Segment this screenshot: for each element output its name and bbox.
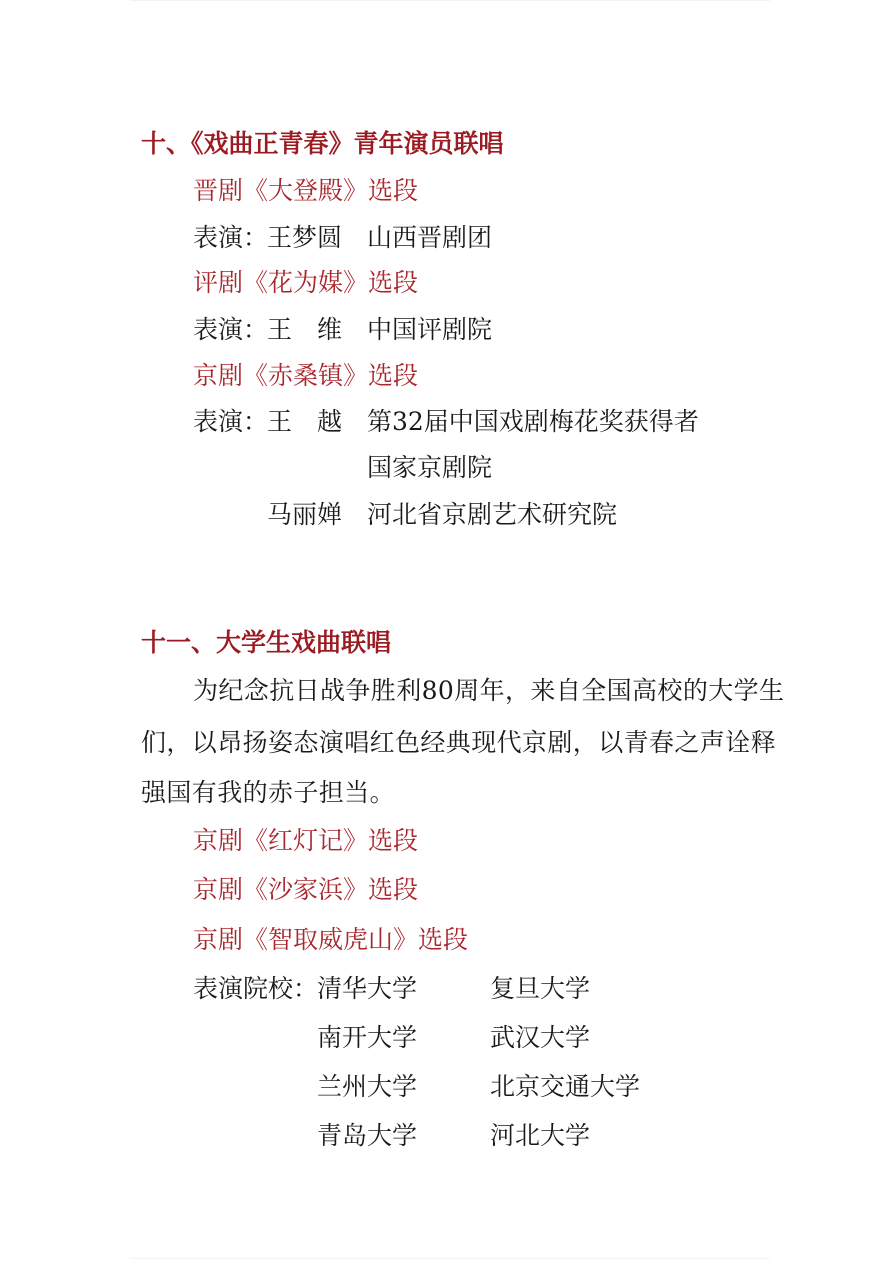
school-name: 北京交通大学: [490, 1072, 641, 1101]
school-name: 南开大学: [317, 1023, 418, 1052]
piece-title: 京剧《沙家浜》选段: [193, 875, 419, 904]
page-bottom-edge: [130, 1258, 770, 1259]
piece-title: 京剧《赤桑镇》选段: [193, 361, 419, 390]
section-10-heading: 十、《戏曲正青春》青年演员联唱: [141, 129, 504, 158]
intro-line: 为纪念抗日战争胜利80周年，来自全国高校的大学生: [193, 676, 785, 705]
school-name: 兰州大学: [317, 1072, 418, 1101]
school-name: 清华大学: [317, 974, 418, 1003]
school-name: 武汉大学: [490, 1023, 591, 1052]
section-11-heading: 十一、大学生戏曲联唱: [141, 628, 392, 657]
performer-name: 王梦圆: [267, 223, 343, 252]
piece-title: 评剧《花为媒》选段: [193, 268, 419, 297]
performer-org: 中国评剧院: [367, 315, 493, 344]
performer-name: 王 维: [267, 315, 343, 344]
performer-name: 马丽婵: [267, 500, 343, 529]
school-name: 河北大学: [490, 1121, 591, 1150]
performer-label: 表演：: [193, 407, 269, 436]
page-top-edge: [130, 0, 770, 1]
school-name: 青岛大学: [317, 1121, 418, 1150]
performer-org: 国家京剧院: [367, 453, 493, 482]
intro-line: 强国有我的赤子担当。: [141, 778, 396, 807]
piece-title: 晋剧《大登殿》选段: [193, 176, 419, 205]
performer-org: 山西晋剧团: [367, 223, 493, 252]
piece-title: 京剧《红灯记》选段: [193, 826, 419, 855]
schools-label: 表演院校：: [193, 974, 319, 1003]
performer-label: 表演：: [193, 223, 269, 252]
school-name: 复旦大学: [490, 974, 591, 1003]
performer-name: 王 越: [267, 407, 343, 436]
performer-org: 河北省京剧艺术研究院: [367, 500, 618, 529]
performer-award: 第32届中国戏剧梅花奖获得者: [367, 407, 699, 436]
performer-label: 表演：: [193, 315, 269, 344]
piece-title: 京剧《智取威虎山》选段: [193, 925, 469, 954]
intro-line: 们，以昂扬姿态演唱红色经典现代京剧，以青春之声诠释: [141, 728, 777, 757]
